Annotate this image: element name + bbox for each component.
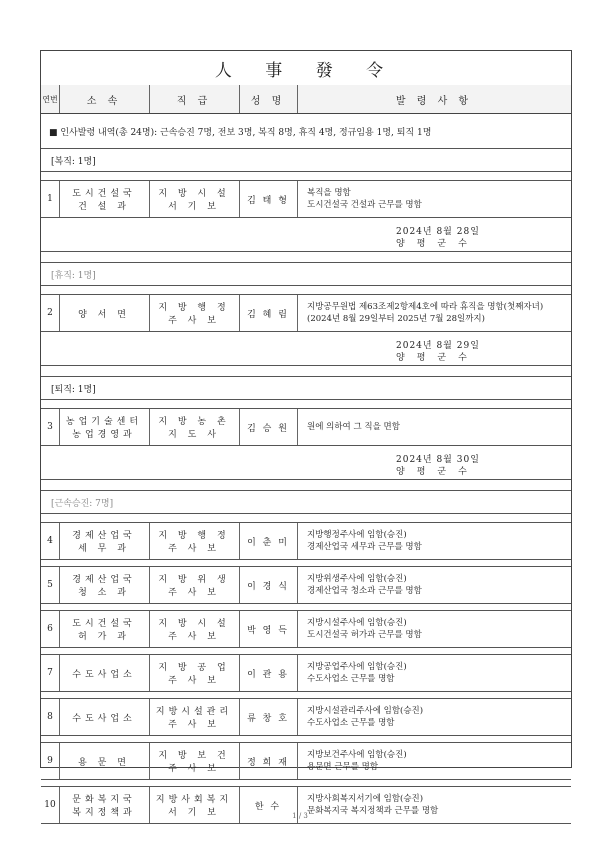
department-line: 세 무 과 [78, 544, 130, 554]
issue-date: 2024년 8월 30일 [396, 455, 480, 465]
rank-line: 주 사 보 [168, 764, 220, 774]
column-divider [239, 611, 240, 647]
section-heading-label: [복직: 1명] [51, 157, 96, 167]
column-divider [239, 295, 240, 331]
row-number: 10 [44, 800, 56, 810]
department-line: 문화복지국 [72, 795, 136, 805]
column-divider [297, 743, 298, 779]
row-department [59, 655, 149, 691]
row-note [297, 409, 571, 445]
note-line: 원에 의하여 그 직을 면함 [307, 422, 400, 432]
table-header [41, 85, 571, 114]
row-note [297, 295, 571, 331]
issued-block [41, 446, 571, 480]
column-divider [59, 409, 60, 445]
rank-line: 지 방 시 설 [158, 189, 230, 199]
column-divider [59, 611, 60, 647]
issue-date: 2024년 8월 29일 [396, 341, 480, 351]
row-number: 7 [47, 668, 53, 678]
note-line: 지방공무원법 제63조제2항제4호에 따라 휴직을 명함(첫째자녀) [307, 302, 544, 312]
row-number: 2 [47, 308, 53, 318]
column-divider [297, 295, 298, 331]
table-row [41, 698, 571, 736]
rank-line: 주 사 보 [168, 588, 220, 598]
row-rank [149, 655, 239, 691]
column-divider [149, 611, 150, 647]
note-line: 도시건설국 건설과 근무를 명함 [307, 200, 422, 210]
department-line: 용 문 면 [78, 757, 130, 768]
column-divider [149, 699, 150, 735]
section-heading [41, 376, 571, 400]
rank-line: 지 도 사 [168, 430, 220, 440]
column-divider [297, 611, 298, 647]
rank-line: 지 방 보 건 [158, 751, 230, 761]
column-divider [149, 567, 150, 603]
row-note [297, 523, 571, 559]
row-name: 이 춘 미 [247, 537, 289, 548]
department-line: 경제산업국 [72, 575, 136, 585]
row-number: 1 [47, 194, 53, 204]
department-line: 수도사업소 [72, 669, 136, 680]
rank-line: 주 사 보 [168, 632, 220, 642]
note-line: (2024년 8월 29일부터 2025년 7월 28일까지) [307, 314, 485, 324]
row-name: 김 승 원 [247, 423, 289, 434]
rank-line: 지 방 행 정 [158, 531, 230, 541]
column-divider [149, 295, 150, 331]
row-note [297, 655, 571, 691]
note-line: 경제산업국 청소과 근무를 명함 [307, 586, 422, 596]
rank-line: 지방사회복지 [155, 795, 233, 805]
column-divider [239, 409, 240, 445]
row-number: 8 [47, 712, 53, 722]
column-divider [59, 743, 60, 779]
col-no: 연번 [42, 94, 58, 104]
col-name: 성 명 [250, 95, 286, 107]
column-divider [59, 567, 60, 603]
rank-line: 지 방 위 생 [158, 575, 230, 585]
document-title: 人 事 發 令 [41, 51, 571, 86]
row-department [59, 699, 149, 735]
issuer: 양평군수 [396, 353, 479, 363]
row-name: 이 관 용 [247, 669, 289, 680]
col-note: 발 령 사 항 [395, 95, 473, 107]
row-rank [149, 523, 239, 559]
rank-line: 서 기 보 [168, 202, 220, 212]
row-name: 한 수 [254, 801, 282, 812]
rank-line: 주 사 보 [168, 316, 220, 326]
note-line: 용문면 근무를 명함 [307, 762, 379, 772]
row-name: 류 창 호 [247, 713, 289, 724]
section-heading [41, 262, 571, 286]
row-number: 6 [47, 624, 53, 634]
note-line: 문화복지국 복지정책과 근무를 명함 [307, 806, 439, 816]
note-line: 경제산업국 세무과 근무를 명함 [307, 542, 422, 552]
column-divider [59, 295, 60, 331]
page-number: 1 / 3 [292, 812, 308, 820]
column-divider [239, 181, 240, 217]
table-row [41, 522, 571, 560]
note-line: 수도사업소 근무를 명함 [307, 674, 395, 684]
department-line: 수도사업소 [72, 713, 136, 724]
department-line: 청 소 과 [78, 588, 130, 598]
row-department [59, 295, 149, 331]
row-note [297, 699, 571, 735]
row-rank [149, 699, 239, 735]
department-line: 건 설 과 [78, 202, 130, 212]
row-note [297, 611, 571, 647]
section-heading [41, 490, 571, 514]
row-name: 박 영 득 [247, 625, 289, 636]
column-divider [239, 523, 240, 559]
column-divider [297, 523, 298, 559]
rank-line: 지 방 농 촌 [158, 417, 230, 427]
department-line: 농업경영과 [72, 430, 136, 440]
row-number: 4 [47, 536, 53, 546]
table-row [41, 180, 571, 218]
department-line: 허 가 과 [78, 632, 130, 642]
note-line: 수도사업소 근무를 명함 [307, 718, 395, 728]
rank-line: 지방시설관리 [155, 707, 233, 717]
column-divider [59, 655, 60, 691]
column-divider [239, 699, 240, 735]
note-line: 복직을 명함 [307, 188, 351, 198]
row-name: 정 희 재 [247, 757, 289, 768]
column-divider [239, 743, 240, 779]
row-note [297, 181, 571, 217]
summary-line: ■ 인사발령 내역(총 24명): 근속승진 7명, 전보 3명, 복직 8명, 휴직 4명, 정규임용 1명, 퇴직 1명 [49, 128, 432, 138]
column-divider [297, 567, 298, 603]
column-divider [149, 181, 150, 217]
rank-line: 주 사 보 [168, 544, 220, 554]
issuer: 양평군수 [396, 239, 479, 249]
row-department [59, 611, 149, 647]
rank-line: 지 방 시 설 [158, 619, 230, 629]
row-department [59, 567, 149, 603]
column-divider [297, 409, 298, 445]
col-dept: 소 속 [86, 95, 122, 107]
column-divider [239, 567, 240, 603]
column-divider [149, 743, 150, 779]
rank-line: 주 사 보 [168, 720, 220, 730]
row-department [59, 409, 149, 445]
column-divider [59, 699, 60, 735]
rank-line: 지 방 행 정 [158, 303, 230, 313]
column-divider [149, 409, 150, 445]
department-line: 경제산업국 [72, 531, 136, 541]
section-heading-label: [근속승진: 7명] [51, 499, 114, 509]
column-divider [149, 655, 150, 691]
column-divider [297, 655, 298, 691]
col-rank: 직 급 [176, 95, 212, 107]
row-rank [149, 181, 239, 217]
table-row [41, 742, 571, 780]
issuer: 양평군수 [396, 467, 479, 477]
table-row [41, 610, 571, 648]
section-heading-label: [휴직: 1명] [51, 271, 96, 281]
row-number: 3 [47, 422, 53, 432]
department-line: 농업기술센터 [65, 417, 143, 427]
row-department [59, 743, 149, 779]
department-line: 양 서 면 [78, 309, 130, 320]
note-line: 도시건설국 허가과 근무를 명함 [307, 630, 422, 640]
row-name: 김 혜 림 [247, 309, 289, 320]
row-note [297, 567, 571, 603]
row-name: 김 태 형 [247, 195, 289, 206]
rank-line: 주 사 보 [168, 676, 220, 686]
note-line: 지방사회복지서기에 임함(승진) [307, 794, 424, 804]
column-divider [239, 655, 240, 691]
column-divider [149, 523, 150, 559]
row-name: 이 경 식 [247, 581, 289, 592]
row-note [297, 743, 571, 779]
section-heading [41, 148, 571, 172]
rank-line: 지 방 공 업 [158, 663, 230, 673]
column-divider [59, 181, 60, 217]
department-line: 도시건설국 [72, 189, 136, 199]
department-line: 복지정책과 [72, 808, 136, 818]
row-rank [149, 611, 239, 647]
row-department [59, 181, 149, 217]
issued-block [41, 218, 571, 252]
note-line: 지방시설주사에 임함(승진) [307, 618, 407, 628]
note-line: 지방시설관리주사에 임함(승진) [307, 706, 424, 716]
issue-date: 2024년 8월 28일 [396, 227, 480, 237]
note-line: 지방보건주사에 임함(승진) [307, 750, 407, 760]
table-row [41, 566, 571, 604]
note-line: 지방위생주사에 임함(승진) [307, 574, 407, 584]
table-row [41, 654, 571, 692]
rank-line: 서 기 보 [168, 808, 220, 818]
issued-block [41, 332, 571, 366]
column-divider [297, 181, 298, 217]
row-department [59, 523, 149, 559]
section-heading-label: [퇴직: 1명] [51, 385, 96, 395]
row-rank [149, 409, 239, 445]
column-divider [59, 523, 60, 559]
row-rank [149, 567, 239, 603]
department-line: 도시건설국 [72, 619, 136, 629]
column-divider [297, 699, 298, 735]
table-row [41, 294, 571, 332]
note-line: 지방공업주사에 임함(승진) [307, 662, 407, 672]
row-rank [149, 743, 239, 779]
table-row [41, 408, 571, 446]
row-number: 9 [47, 756, 53, 766]
row-number: 5 [47, 580, 53, 590]
note-line: 지방행정주사에 임함(승진) [307, 530, 407, 540]
row-rank [149, 295, 239, 331]
